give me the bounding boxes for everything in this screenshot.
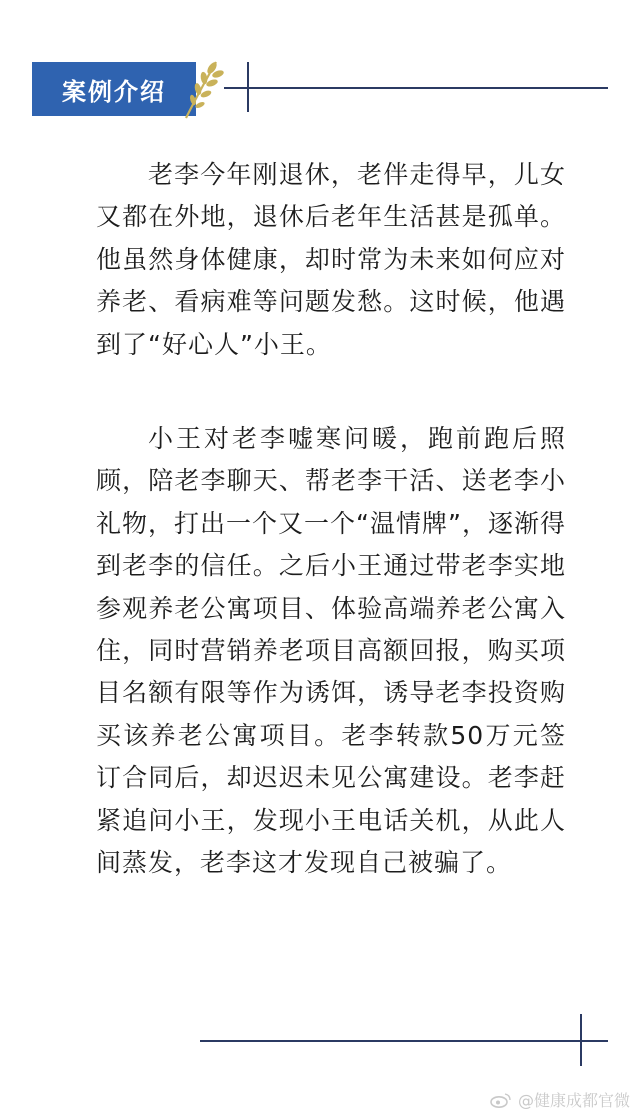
footer-divider-tick <box>580 1014 582 1066</box>
header-divider-tick <box>247 62 249 112</box>
section-tag <box>32 62 196 116</box>
watermark <box>490 1088 630 1111</box>
paragraph-2: 小王对老李嘘寒问暖，跑前跑后照顾，陪老李聊天、帮老李干活、送老李小礼物，打出一个又一个“温情牌”，逐渐得到老李的信任。之后小王通过带老李实地参观养老公寓项目、体验高端养老公寓入住，同时营销养老项目高额回报，购买项目名额有限等作为诱饵，诱导老李投资购买该养老公寓项目。老李转款50万元签订合同后，却迟迟未见公寓建设。老李赶紧追问小王，发现小王电话关机，从此人间蒸发，老李这才发现自己被骗了。 <box>96 424 566 878</box>
header-divider-line <box>224 87 608 89</box>
watermark-text: @健康成都官微 <box>517 1091 630 1110</box>
paragraph-1: 老李今年刚退休，老伴走得早，儿女又都在外地，退休后老年生活甚是孤单。他虽然身体健康，却时常为未来如何应对养老、看病难等问题发愁。这时候，他遇到了“好心人”小王。 <box>96 160 566 359</box>
footer-divider-line <box>200 1040 608 1042</box>
weibo-icon <box>490 1092 512 1108</box>
wheat-icon <box>180 58 224 120</box>
section-tag-label: 案例介绍 <box>62 77 166 106</box>
